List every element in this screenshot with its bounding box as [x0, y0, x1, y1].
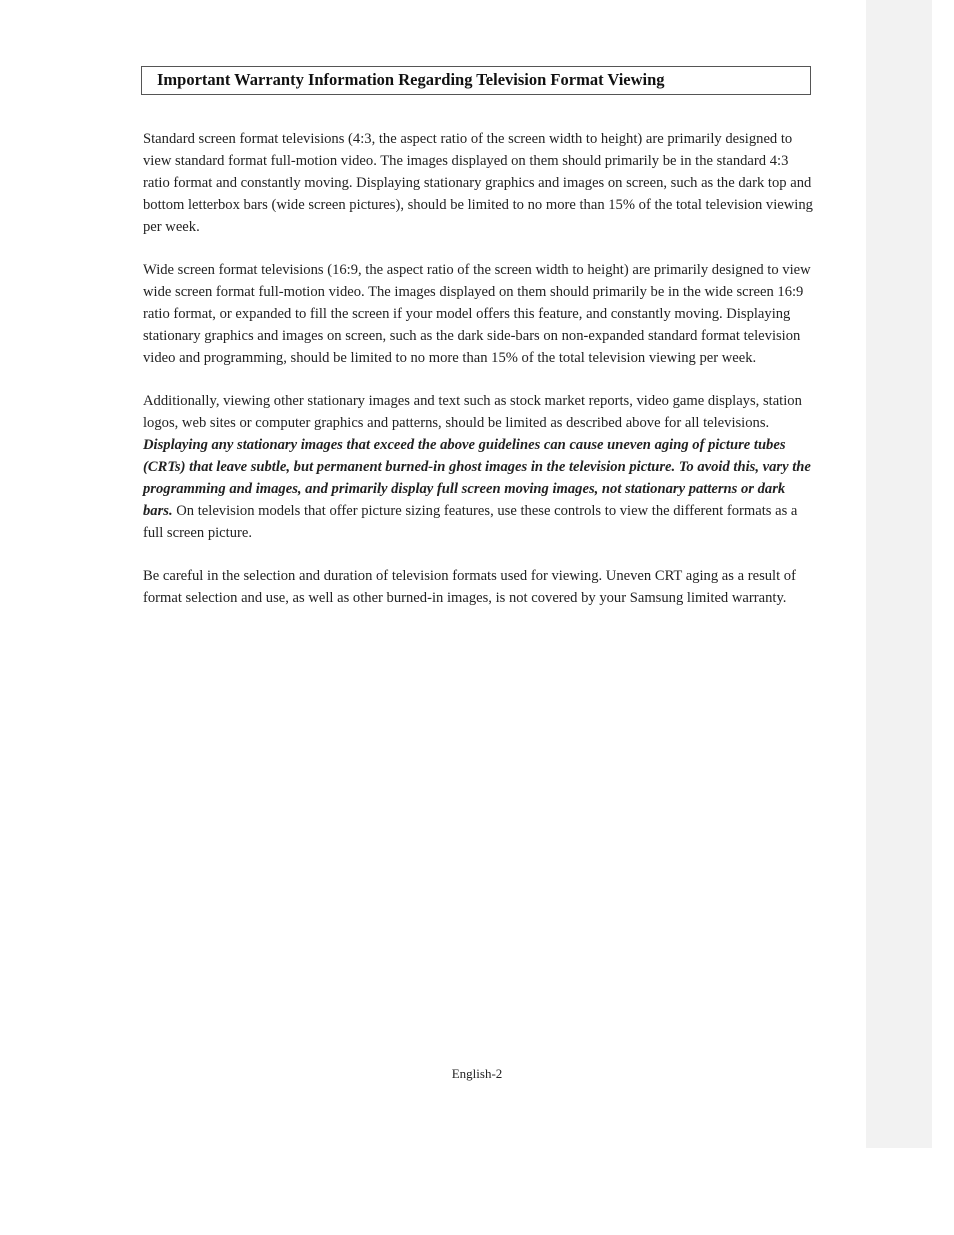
page-title: Important Warranty Information Regarding Television Format Viewing	[157, 70, 665, 89]
paragraph-tail-text: On television models that offer picture sizing features, use these controls to view the different formats as a full screen picture.	[143, 503, 798, 541]
document-body	[143, 128, 815, 630]
warning-emphasis-text: Displaying any stationary images that exceed the above guidelines can cause uneven aging of picture tubes (CRTs) that leave subtle, but permanent burned-in ghost images in the television picture. To avoid this, vary the programming and images, and primarily display full screen moving images, not stationary patterns or dark bars.	[143, 437, 811, 519]
paragraph-warranty-note: Be careful in the selection and duration of television formats used for viewing. Uneven CRT aging as a result of format selection and use, as well as other burned-in images, is not covered by your Samsung limited warranty.	[143, 568, 796, 606]
paragraph-lead-text: Additionally, viewing other stationary images and text such as stock market reports, video game displays, station logos, web sites or computer graphics and patterns, should be limited as described above for all televisions.	[143, 393, 802, 431]
paragraph-stationary-images	[143, 390, 815, 544]
side-margin-strip	[866, 0, 932, 1148]
paragraph-wide-format: Wide screen format televisions (16:9, the aspect ratio of the screen width to height) are primarily designed to view wide screen format full-motion video. The images displayed on them should primarily be in the wide screen 16:9 ratio format, or expanded to fill the screen if your model offers this feature, and constantly moving. Displaying stationary graphics and images on screen, such as the dark side-bars on non-expanded standard format television video and programming, should be limited to no more than 15% of the total television viewing per week.	[143, 262, 811, 366]
page-number: English-2	[451, 1066, 503, 1081]
title-box	[141, 66, 811, 95]
paragraph-standard-format: Standard screen format televisions (4:3, the aspect ratio of the screen width to height) are primarily designed to view standard format full-motion video. The images displayed on them should primarily be in the standard 4:3 ratio format and constantly moving. Displaying stationary graphics and images on screen, such as the dark top and bottom letterbox bars (wide screen pictures), should be limited to no more than 15% of the total television viewing per week.	[143, 131, 813, 235]
